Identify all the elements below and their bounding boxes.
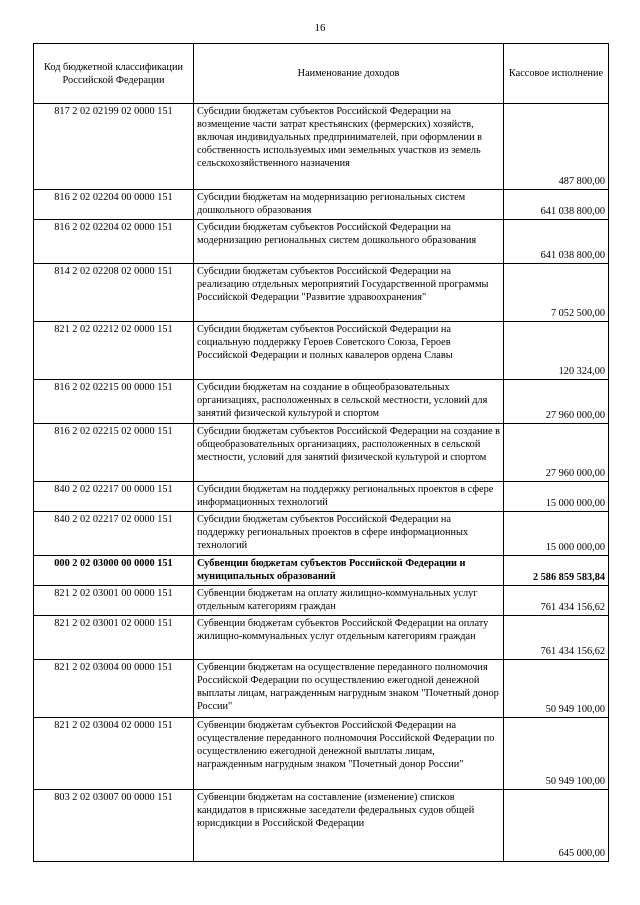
row-amount: 120 324,00 xyxy=(504,322,609,380)
row-code: 000 2 02 03000 00 0000 151 xyxy=(34,556,194,586)
table-row-total xyxy=(34,556,609,586)
row-name: Субсидии бюджетам на создание в общеобразовательных организациях, расположенных в сельской местности, условий для занятий физической культурой и спортом xyxy=(194,380,504,424)
row-name: Субсидии бюджетам субъектов Российской Федерации на возмещение части затрат крестьянских (фермерских) хозяйств, включая индивидуальных предпринимателей, при оформлении в собственность используемых ими земельных участков из земель сельскохозяйственного назначения xyxy=(194,104,504,190)
header-name: Наименование доходов xyxy=(194,44,504,104)
row-name: Субсидии бюджетам на поддержку региональных проектов в сфере информационных технологий xyxy=(194,482,504,512)
table-row xyxy=(34,718,609,790)
row-amount: 7 052 500,00 xyxy=(504,264,609,322)
row-code: 821 2 02 02212 02 0000 151 xyxy=(34,322,194,380)
row-code: 816 2 02 02204 02 0000 151 xyxy=(34,220,194,264)
table-row xyxy=(34,190,609,220)
row-name: Субвенции бюджетам на оплату жилищно-коммунальных услуг отдельным категориям граждан xyxy=(194,586,504,616)
row-amount: 50 949 100,00 xyxy=(504,718,609,790)
row-name: Субвенции бюджетам субъектов Российской Федерации на оплату жилищно-коммунальных услуг отдельным категориям граждан xyxy=(194,616,504,660)
row-amount: 15 000 000,00 xyxy=(504,512,609,556)
row-name: Субсидии бюджетам субъектов Российской Федерации на поддержку региональных проектов в сфере информационных технологий xyxy=(194,512,504,556)
row-amount: 15 000 000,00 xyxy=(504,482,609,512)
row-name: Субсидии бюджетам субъектов Российской Федерации на модернизацию региональных систем дошкольного образования xyxy=(194,220,504,264)
row-name: Субсидии бюджетам субъектов Российской Федерации на создание в общеобразовательных организациях, расположенных в сельской местности, условий для занятий физической культурой и спортом xyxy=(194,424,504,482)
table-row xyxy=(34,104,609,190)
table-row xyxy=(34,264,609,322)
row-code: 821 2 02 03001 00 0000 151 xyxy=(34,586,194,616)
row-name: Субсидии бюджетам на модернизацию региональных систем дошкольного образования xyxy=(194,190,504,220)
table-row xyxy=(34,616,609,660)
row-code: 840 2 02 02217 02 0000 151 xyxy=(34,512,194,556)
row-name: Субвенции бюджетам на составление (изменение) списков кандидатов в присяжные заседатели федеральных судов общей юрисдикции в Российской Федерации xyxy=(194,790,504,862)
row-amount: 645 000,00 xyxy=(504,790,609,862)
row-amount: 27 960 000,00 xyxy=(504,380,609,424)
row-amount: 761 434 156,62 xyxy=(504,616,609,660)
table-row xyxy=(34,512,609,556)
row-amount: 641 038 800,00 xyxy=(504,190,609,220)
row-amount: 641 038 800,00 xyxy=(504,220,609,264)
row-name: Субсидии бюджетам субъектов Российской Федерации на социальную поддержку Героев Советского Союза, Героев Российской Федерации и полных кавалеров ордена Славы xyxy=(194,322,504,380)
row-code: 816 2 02 02215 00 0000 151 xyxy=(34,380,194,424)
row-name: Субвенции бюджетам на осуществление переданного полномочия Российской Федерации по осуществлению ежегодной денежной выплаты лицам, награжденным нагрудным знаком "Почетный донор России" xyxy=(194,660,504,718)
row-amount: 27 960 000,00 xyxy=(504,424,609,482)
table-body xyxy=(34,104,609,862)
revenue-table xyxy=(33,43,609,862)
row-code: 816 2 02 02215 02 0000 151 xyxy=(34,424,194,482)
row-name: Субвенции бюджетам субъектов Российской Федерации и муниципальных образований xyxy=(194,556,504,586)
row-amount: 2 586 859 583,84 xyxy=(504,556,609,586)
table-row xyxy=(34,322,609,380)
row-code: 814 2 02 02208 02 0000 151 xyxy=(34,264,194,322)
table-row xyxy=(34,220,609,264)
row-code: 803 2 02 03007 00 0000 151 xyxy=(34,790,194,862)
table-row xyxy=(34,790,609,862)
row-amount: 487 800,00 xyxy=(504,104,609,190)
table-row xyxy=(34,482,609,512)
row-code: 821 2 02 03004 02 0000 151 xyxy=(34,718,194,790)
header-code: Код бюджетной классификации Российской Федерации xyxy=(34,44,194,104)
table-row xyxy=(34,424,609,482)
table-row xyxy=(34,380,609,424)
table-row xyxy=(34,586,609,616)
table-row xyxy=(34,660,609,718)
row-name: Субвенции бюджетам субъектов Российской Федерации на осуществление переданного полномочия Российской Федерации по осуществлению ежегодной денежной выплаты лицам, награжденным нагрудным знаком "Почетный донор России" xyxy=(194,718,504,790)
row-code: 840 2 02 02217 00 0000 151 xyxy=(34,482,194,512)
row-code: 817 2 02 02199 02 0000 151 xyxy=(34,104,194,190)
header-amount: Кассовое исполнение xyxy=(504,44,609,104)
row-code: 821 2 02 03001 02 0000 151 xyxy=(34,616,194,660)
row-name: Субсидии бюджетам субъектов Российской Федерации на реализацию отдельных мероприятий Государственной программы Российской Федерации "Развитие здравоохранения" xyxy=(194,264,504,322)
row-amount: 761 434 156,62 xyxy=(504,586,609,616)
page-number: 16 xyxy=(314,22,326,34)
table-header-row xyxy=(34,44,609,104)
row-code: 816 2 02 02204 00 0000 151 xyxy=(34,190,194,220)
row-code: 821 2 02 03004 00 0000 151 xyxy=(34,660,194,718)
row-amount: 50 949 100,00 xyxy=(504,660,609,718)
